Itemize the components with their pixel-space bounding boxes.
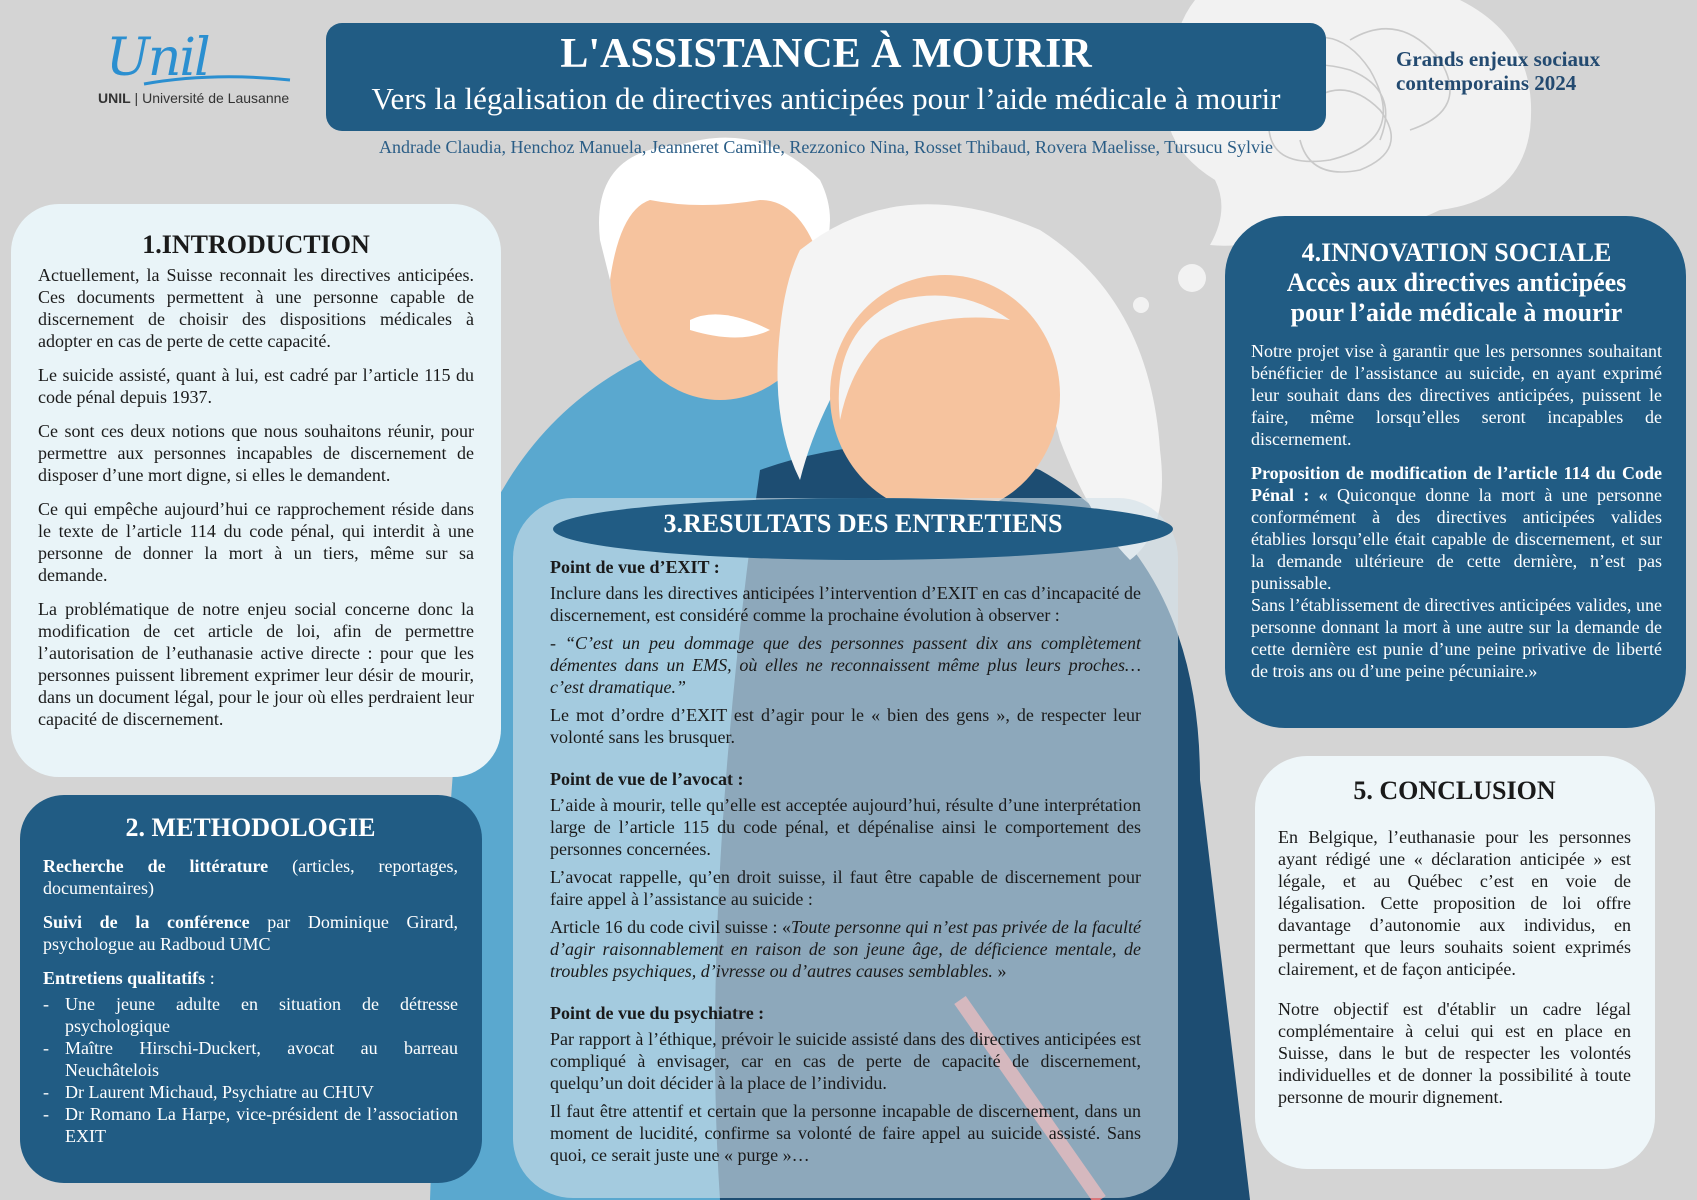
innovation-text: Notre projet vise à garantir que les personnes souhaitant bénéficier de l’assistance au suicide, en ayant exprimé leur souhait dans des directives anticipées, puissent le faire, même lorsqu’elles seront incapables de discernement. Proposition de modification de l’article 114 du Code Pénal : « Quiconque donne la mort à une personne conformément à des directives anticipées valides établies lorsqu’elle était capable de discernement, et sur la demande ultérieure de cette dernière, n’est pas punissable. Sans l’établissement de directives anticipées valides, une personne donnant la mort à une autre sur la demande de cette dernière est punie d’une peine privative de liberté de trois ans ou d’une peine pécuniaire.» bbox=[1251, 341, 1662, 681]
innovation-heading: 4.INNOVATION SOCIALE bbox=[1301, 238, 1612, 267]
course-label: Grands enjeux sociaux contemporains 2024 bbox=[1396, 47, 1601, 95]
interview-list bbox=[43, 993, 458, 1147]
authors: Andrade Claudia, Henchoz Manuela, Jeanneret Camille, Rezzonico Nina, Rosset Thibaud, Rovera Maelisse, Tursucu Sylvie bbox=[379, 137, 1273, 157]
results-heading: 3.RESULTATS DES ENTRETIENS bbox=[553, 498, 1173, 560]
poster-title: L'ASSISTANCE À MOURIR bbox=[560, 31, 1092, 77]
poster-subtitle: Vers la légalisation de directives anticipées pour l’aide médicale à mourir bbox=[371, 81, 1281, 116]
introduction-heading: 1.INTRODUCTION bbox=[142, 230, 370, 259]
psychiatrist-title: Point de vue du psychiatre : bbox=[550, 1003, 765, 1023]
innovation-subheading: Accès aux directives anticipées pour l’aide médicale à mourir bbox=[1286, 268, 1627, 327]
methodology-panel bbox=[20, 795, 482, 1183]
exit-quote: - “C’est un peu dommage que des personnes passent dix ans complètement démentes dans un EMS, où elles ne reconnaissent même plus leurs proches… c’est dramatique.” bbox=[550, 633, 1141, 697]
list-item: - Une jeune adulte en situation de détresse psychologique bbox=[43, 993, 458, 1037]
logo-script: Unil bbox=[106, 28, 209, 88]
innovation-panel bbox=[1225, 216, 1686, 728]
introduction-text: Actuellement, la Suisse reconnait les directives anticipées. Ces documents permettent à une personne capable de discernement de choisir des dispositions médicales à adopter en cas de perte de cette capacité. Le suicide assisté, quant à lui, est cadré par l’article 115 du code pénal depuis 1937. Ce sont ces deux notions que nous souhaitons réunir, pour permettre aux personnes incapables de discernement de disposer d’une mort digne, si elles le demandent. Ce qui empêche aujourd’hui ce rapprochement réside dans le texte de l’article 114 du code pénal, qui interdit à une personne de donner la mort à un tiers, même sur sa demande. La problématique de notre enjeu social concerne donc la modification de cet article de loi, afin de permettre l’autorisation de l’euthanasie active directe : pour que les personnes puissent librement exprimer leur désir de mourir, dans un document légal, pour le jour où elles perdraient leur capacité de discernement. bbox=[38, 265, 474, 729]
conclusion-panel bbox=[1255, 756, 1655, 1169]
list-item: - Maître Hirschi-Duckert, avocat au barreau Neuchâtelois bbox=[43, 1037, 458, 1081]
conclusion-heading: 5. CONCLUSION bbox=[1353, 776, 1556, 805]
logo-text: UNIL | Université de Lausanne bbox=[98, 90, 290, 106]
introduction-panel bbox=[11, 204, 501, 777]
results-panel bbox=[513, 498, 1178, 1198]
exit-title: Point de vue d’EXIT : bbox=[550, 557, 720, 577]
title-banner bbox=[326, 23, 1326, 131]
list-item: - Dr Romano La Harpe, vice-président de l’association EXIT bbox=[43, 1103, 458, 1147]
conclusion-text: En Belgique, l’euthanasie pour les personnes ayant rédigé une « déclaration anticipée » est légale, et au Québec c’est en voie de légalisation. Cette proposition de loi offre davantage d’autonomie aux individus, en permettant que leurs souhaits soient exprimés clairement, et de façon anticipée. Notre objectif est d'établir un cadre légal complémentaire à celui qui est en place en Suisse, dans le but de respecter les volontés individuelles et de donner la possibilité à toute personne de mourir dignement. bbox=[1278, 827, 1631, 1107]
lawyer-title: Point de vue de l’avocat : bbox=[550, 769, 744, 789]
list-item: - Dr Laurent Michaud, Psychiatre au CHUV bbox=[43, 1081, 458, 1103]
results-text: Point de vue d’EXIT : Inclure dans les directives anticipées l’intervention d’EXIT en cas d’incapacité de discernement, est considéré comme la prochaine évolution à observer : - “C’est un peu dommage que des personnes passent dix ans complètement démentes dans un EMS, où elles ne reconnaissent même plus leurs proches… c’est dramatique.” Le mot d’ordre d’EXIT est d’agir pour le « bien des gens », de respecter leur volonté sans les brusquer. Point de vue de l’avocat : L’aide à mourir, telle qu’elle est acceptée aujourd’hui, résulte d’une interprétation large de l’article 115 du code pénal, et dépénalise ainsi le comportement des personnes concernées. L’avocat rappelle, qu’en droit suisse, il faut être capable de discernement pour faire appel à l’assistance au suicide : Article 16 du code civil suisse : «Toute personne qui n’est pas privée de la faculté d’agir raisonnablement en raison de son jeune âge, de déficience mentale, de troubles psychiques, d’ivresse ou d’autres causes semblables. » Point de vue du psychiatre : Par rapport à l’éthique, prévoir le suicide assisté dans des directives anticipées est compliqué à envisager, car en cas de perte de capacité de discernement, quelqu’un doit décider à la place de l’individu. Il faut être attentif et certain que la personne incapable de discernement, dans un moment de lucidité, confirme sa volonté de faire appel au suicide assisté. Sans quoi, ce serait juste une « purge »… bbox=[550, 557, 1141, 1165]
methodology-heading: 2. METHODOLOGIE bbox=[125, 813, 376, 842]
logo-swoosh bbox=[142, 74, 292, 88]
university-logo bbox=[92, 28, 302, 112]
methodology-text: Recherche de littérature (articles, reportages, documentaires) Suivi de la conférence par Dominique Girard, psychologue au Radboud UMC Entretiens qualitatifs : - Une jeune adulte en situation de détresse psychologique - Maître Hirschi-Duckert, avocat au barreau Neuchâtelois - Dr Laurent Michaud, Psychiatre au CHUV - Dr Romano La Harpe, vice-président de l’association EXIT bbox=[43, 855, 458, 1147]
